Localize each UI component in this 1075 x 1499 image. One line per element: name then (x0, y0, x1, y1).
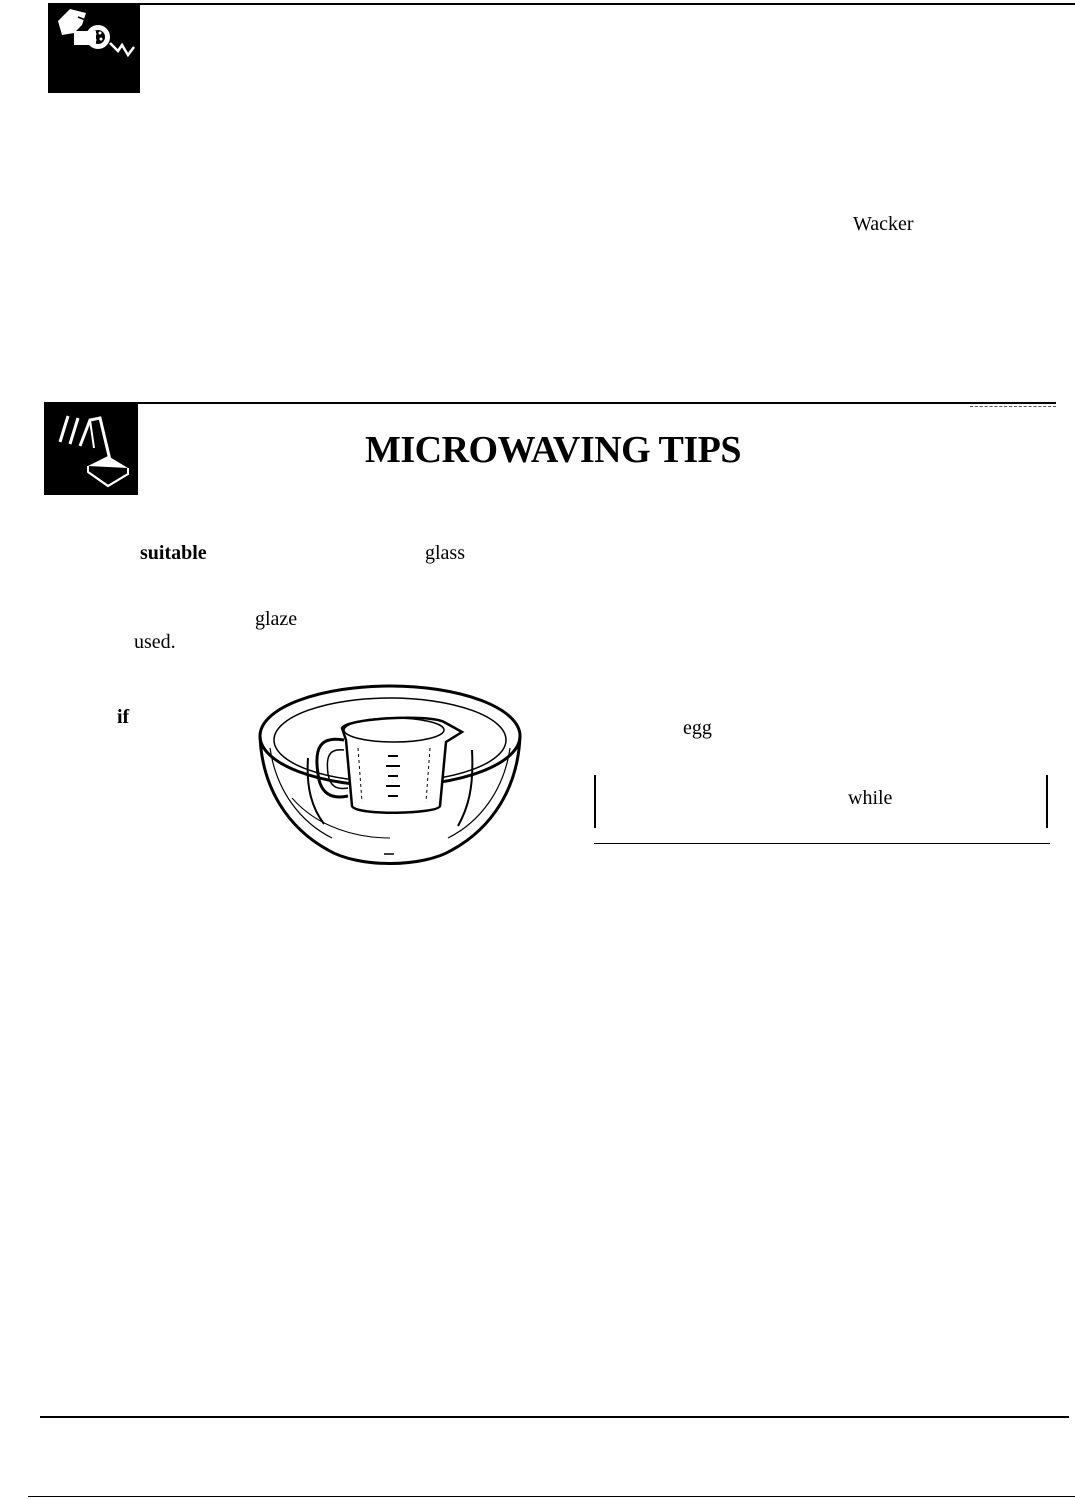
appliance-plug-icon (48, 3, 140, 93)
text-fragment-egg: egg (683, 717, 712, 739)
text-fragment-glaze: glaze (255, 608, 298, 630)
text-fragment-wacker: Wacker (853, 213, 914, 235)
text-fragment-while: while (848, 787, 893, 809)
top-header-rule (48, 3, 1075, 5)
note-box-underline (594, 843, 1050, 844)
page-bottom-rule (40, 1416, 1069, 1418)
hand-pressing-button-icon (44, 402, 138, 495)
footer-rule (28, 1496, 1075, 1497)
text-fragment-suitable: suitable (140, 542, 207, 564)
note-box (594, 775, 1048, 828)
section-heading: MICROWAVING TIPS (365, 429, 741, 471)
text-fragment-used: used. (134, 631, 176, 653)
measuring-cup-in-bowl (248, 678, 532, 874)
text-fragment-if: if (117, 706, 130, 728)
section-rule-dash (970, 406, 1056, 407)
section-rule (44, 402, 1056, 404)
text-fragment-glass: glass (425, 542, 465, 564)
